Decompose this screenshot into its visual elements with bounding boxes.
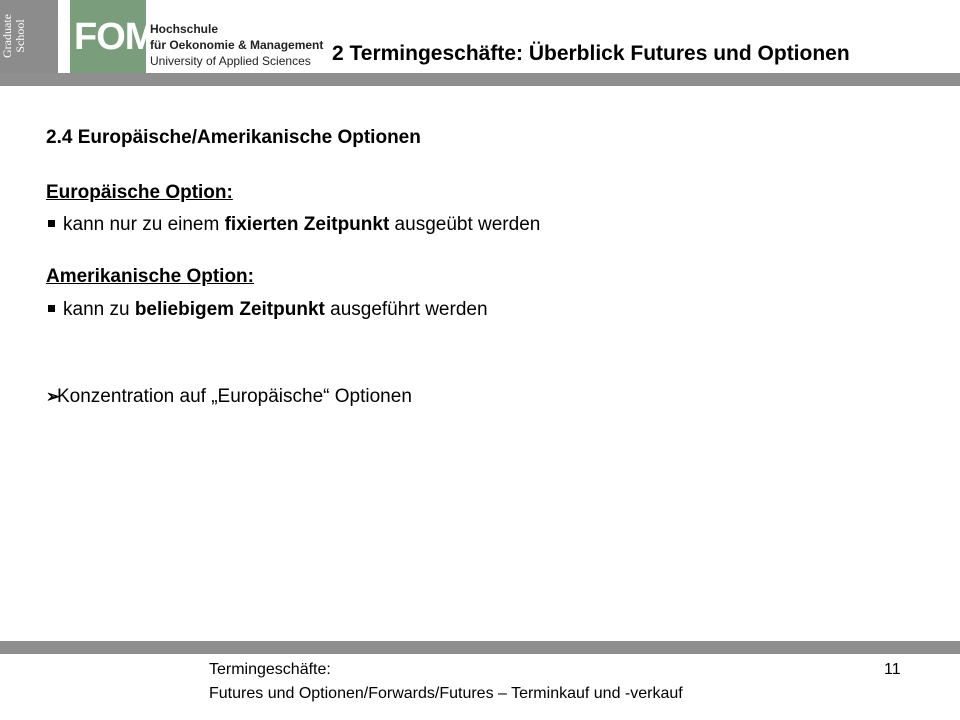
square-bullet-icon <box>48 220 55 227</box>
american-item-suffix: ausgeführt werden <box>324 299 488 320</box>
european-option-heading: Europäische Option: <box>46 182 233 203</box>
footer-divider-bar <box>0 641 960 654</box>
conclusion-item <box>46 386 412 408</box>
graduate-school-label: Graduate School <box>0 14 27 58</box>
institution-name-line2: für Oekonomie & Management <box>150 38 324 52</box>
institution-name-line1: Hochschule <box>150 22 219 36</box>
header-divider-bar <box>0 73 960 86</box>
slide-title: 2 Termingeschäfte: Überblick Futures und Optionen <box>332 42 850 65</box>
footer-line2: Futures und Optionen/Forwards/Futures – Terminkauf und -verkauf <box>209 685 683 702</box>
institution-name-line3: University of Applied Sciences <box>150 54 311 68</box>
european-item-suffix: ausgeübt werden <box>389 214 541 235</box>
american-item-prefix: kann zu <box>63 299 135 320</box>
fom-logo <box>70 0 156 73</box>
graduate-school-badge <box>0 0 58 73</box>
european-option-item <box>46 214 540 236</box>
american-option-heading: Amerikanische Option: <box>46 266 254 287</box>
square-bullet-icon <box>48 305 55 312</box>
european-item-emphasis: fixierten Zeitpunkt <box>224 214 390 235</box>
page-number: 11 <box>884 661 901 678</box>
conclusion-text: Konzentration auf „Europäische“ Optionen <box>57 386 412 407</box>
american-item-emphasis: beliebigem Zeitpunkt <box>134 299 325 320</box>
footer-line1: Termingeschäfte: <box>209 661 331 678</box>
arrow-bullet-icon: ➢ <box>46 387 61 406</box>
section-heading: 2.4 Europäische/Amerikanische Optionen <box>46 127 421 148</box>
european-item-prefix: kann nur zu einem <box>63 214 225 235</box>
american-option-item <box>46 299 488 321</box>
fom-logo-text: FOM <box>74 16 156 58</box>
